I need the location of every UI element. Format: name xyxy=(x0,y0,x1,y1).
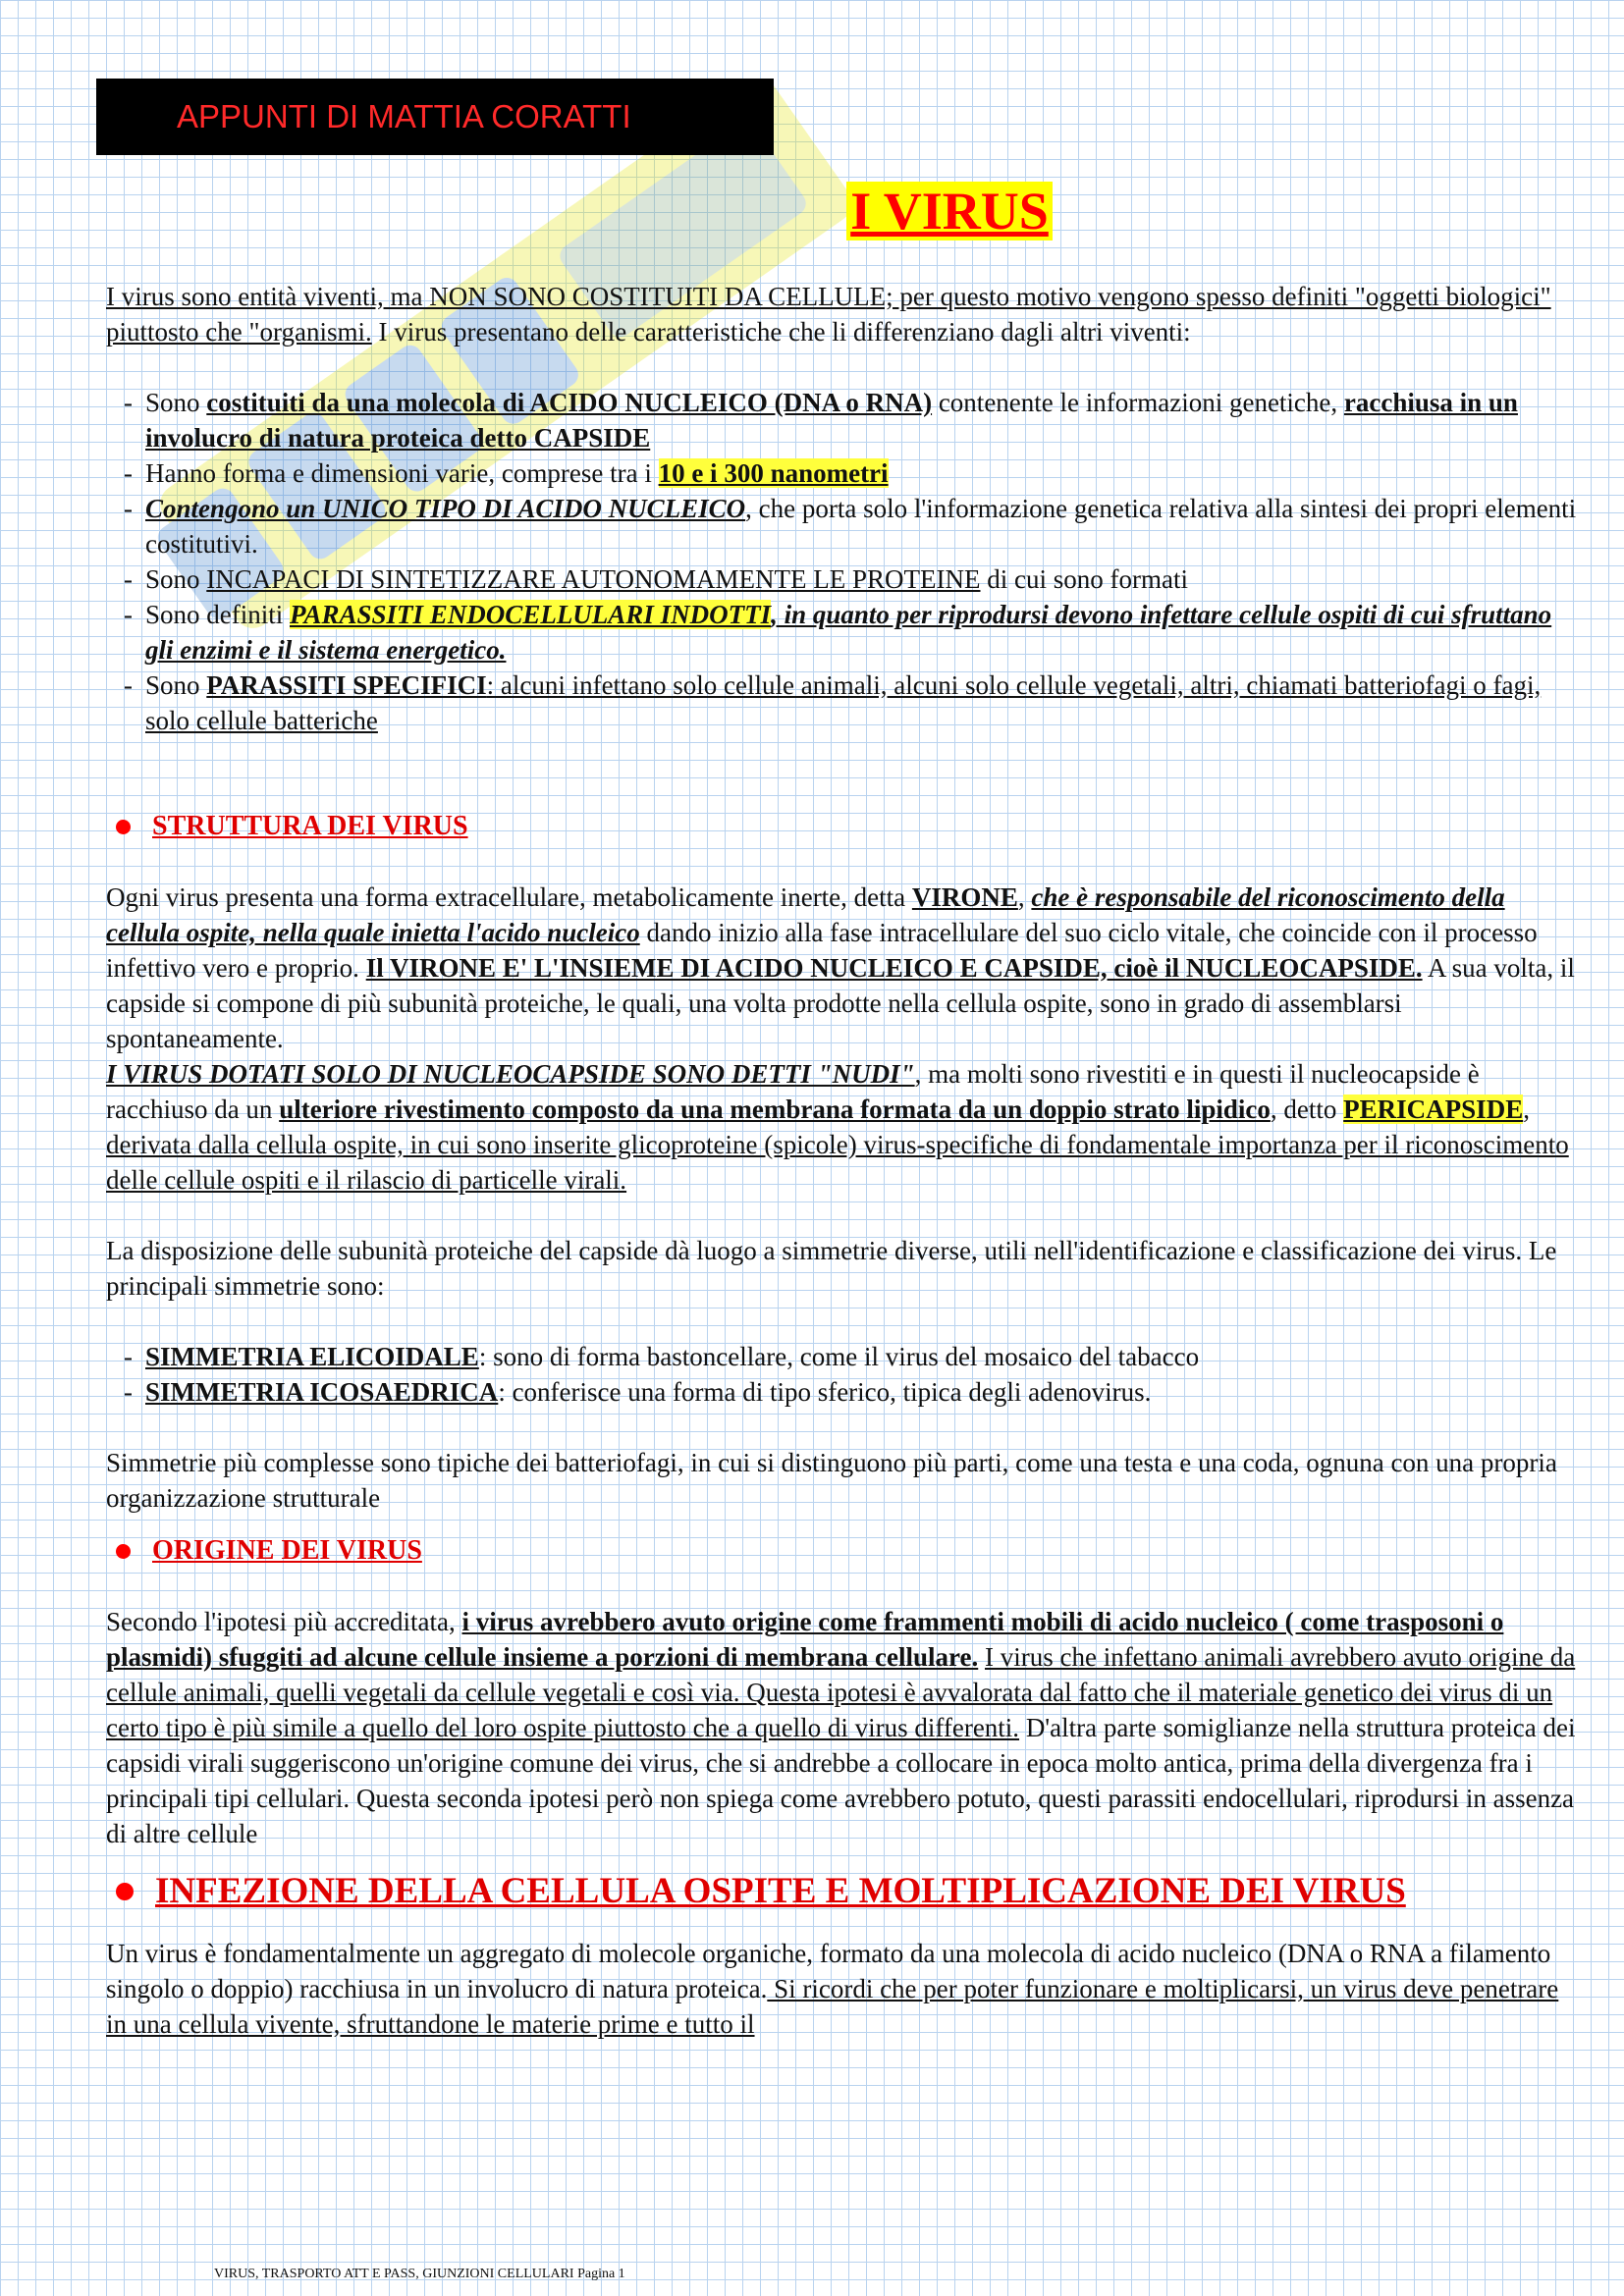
list-item: - Contengono un UNICO TIPO DI ACIDO NUCLEICO, che porta solo l'informazione genetica relativa alla sintesi dei propri elementi costitutivi. xyxy=(145,491,1579,561)
list-item: - Sono definiti PARASSITI ENDOCELLULARI INDOTTI, in quanto per riprodursi devono infettare cellule ospiti di cui sfruttano gli enzimi e il sistema energetico. xyxy=(145,597,1579,667)
list-item: - SIMMETRIA ELICOIDALE: sono di forma bastoncellare, come il virus del mosaico del tabacco xyxy=(145,1339,1579,1374)
document-body xyxy=(106,279,1579,2042)
section-heading-struttura: STRUTTURA DEI VIRUS xyxy=(106,809,1579,844)
origine-paragraph: Secondo l'ipotesi più accreditata, i virus avrebbero avuto origine come frammenti mobili di acido nucleico ( come trasposoni o plasmidi) sfuggiti ad alcune cellule insieme a porzioni di membrana cellulare. I virus che infettano animali avrebbero avuto origine da cellule animali, quelli vegetali da cellule vegetali e così via. Questa ipotesi è avvalorata dal fatto che il materiale genetico dei virus di un certo tipo è più simile a quello del loro ospite piuttosto che a quello di virus differenti. D'altra parte somiglianze nella struttura proteica dei capsidi virali suggeriscono un'origine comune dei virus, che si andrebbe a collocare in epoca molto antica, prima della divergenza fra i principali tipi cellulari. Questa seconda ipotesi però non spiega come avrebbero potuto, questi parassiti endocellulari, riprodursi in assenza di altre cellule xyxy=(106,1607,1576,1848)
symmetry-list xyxy=(106,1339,1579,1410)
list-item: - SIMMETRIA ICOSAEDRICA: conferisce una forma di tipo sferico, tipica degli adenovirus. xyxy=(145,1374,1579,1410)
bullet-icon xyxy=(116,1544,131,1559)
list-item: - Sono INCAPACI DI SINTETIZZARE AUTONOMAMENTE LE PROTEINE di cui sono formati xyxy=(145,561,1579,597)
infezione-paragraph: Un virus è fondamentalmente un aggregato di molecole organiche, formato da una molecola di acido nucleico (DNA o RNA a filamento singolo o doppio) racchiusa in un involucro di natura proteica. Si ricordi che per poter funzionare e moltiplicarsi, un virus deve penetrare in una cellula vivente, sfruttandone le materie prime e tutto il xyxy=(106,1939,1559,2039)
section-heading-infezione: INFEZIONE DELLA CELLULA OSPITE E MOLTIPLICAZIONE DEI VIRUS xyxy=(106,1869,1579,1914)
page-title: I VIRUS xyxy=(0,181,1624,241)
bullet-icon xyxy=(116,820,131,834)
struttura-paragraph-3: La disposizione delle subunità proteiche del capside dà luogo a simmetrie diverse, utili nell'identificazione e classificazione dei virus. Le principali simmetrie sono: xyxy=(106,1236,1557,1301)
bullet-icon xyxy=(116,1883,134,1900)
struttura-paragraph-1: Ogni virus presenta una forma extracellulare, metabolicamente inerte, detta VIRONE, che è responsabile del riconoscimento della cellula ospite, nella quale inietta l'acido nucleico dando inizio alla fase intracellulare del suo ciclo vitale, che coincide con il processo infettivo vero e proprio. Il VIRONE E' L'INSIEME DI ACIDO NUCLEICO E CAPSIDE, cioè il NUCLEOCAPSIDE. A sua volta, il capside si compone di più subunità proteiche, le quali, una volta prodotte nella cellula ospite, sono in grado di assemblarsi spontaneamente. xyxy=(106,882,1575,1053)
intro-paragraph: I virus sono entità viventi, ma NON SONO COSTITUITI DA CELLULE; per questo motivo vengono spesso definiti "oggetti biologici" piuttosto che "organismi. I virus presentano delle caratteristiche che li differenziano dagli altri viventi: xyxy=(106,282,1551,347)
list-item: - Hanno forma e dimensioni varie, comprese tra i 10 e i 300 nanometri xyxy=(145,455,1579,491)
page-footer: VIRUS, TRASPORTO ATT E PASS, GIUNZIONI CELLULARI Pagina 1 xyxy=(214,2267,625,2281)
traits-list xyxy=(106,385,1579,738)
section-heading-origine: ORIGINE DEI VIRUS xyxy=(106,1533,1579,1569)
struttura-paragraph-4: Simmetrie più complesse sono tipiche dei batteriofagi, in cui si distinguono più parti, come una testa e una coda, ognuna con una propria organizzazione strutturale xyxy=(106,1448,1557,1513)
list-item: - Sono costituiti da una molecola di ACIDO NUCLEICO (DNA o RNA) contenente le informazioni genetiche, racchiusa in un involucro di natura proteica detto CAPSIDE xyxy=(145,385,1579,455)
author-header: APPUNTI DI MATTIA CORATTI xyxy=(96,79,774,155)
list-item: - Sono PARASSITI SPECIFICI: alcuni infettano solo cellule animali, alcuni solo cellule vegetali, altri, chiamati batteriofagi o fagi, solo cellule batteriche xyxy=(145,667,1579,738)
struttura-paragraph-2: I VIRUS DOTATI SOLO DI NUCLEOCAPSIDE SONO DETTI "NUDI", ma molti sono rivestiti e in questi il nucleocapside è racchiuso da un ulteriore rivestimento composto da una membrana formata da un doppio strato lipidico, detto PERICAPSIDE, derivata dalla cellula ospite, in cui sono inserite glicoproteine (spicole) virus-specifiche di fondamentale importanza per il riconoscimento delle cellule ospiti e il rilascio di particelle virali. xyxy=(106,1059,1569,1195)
